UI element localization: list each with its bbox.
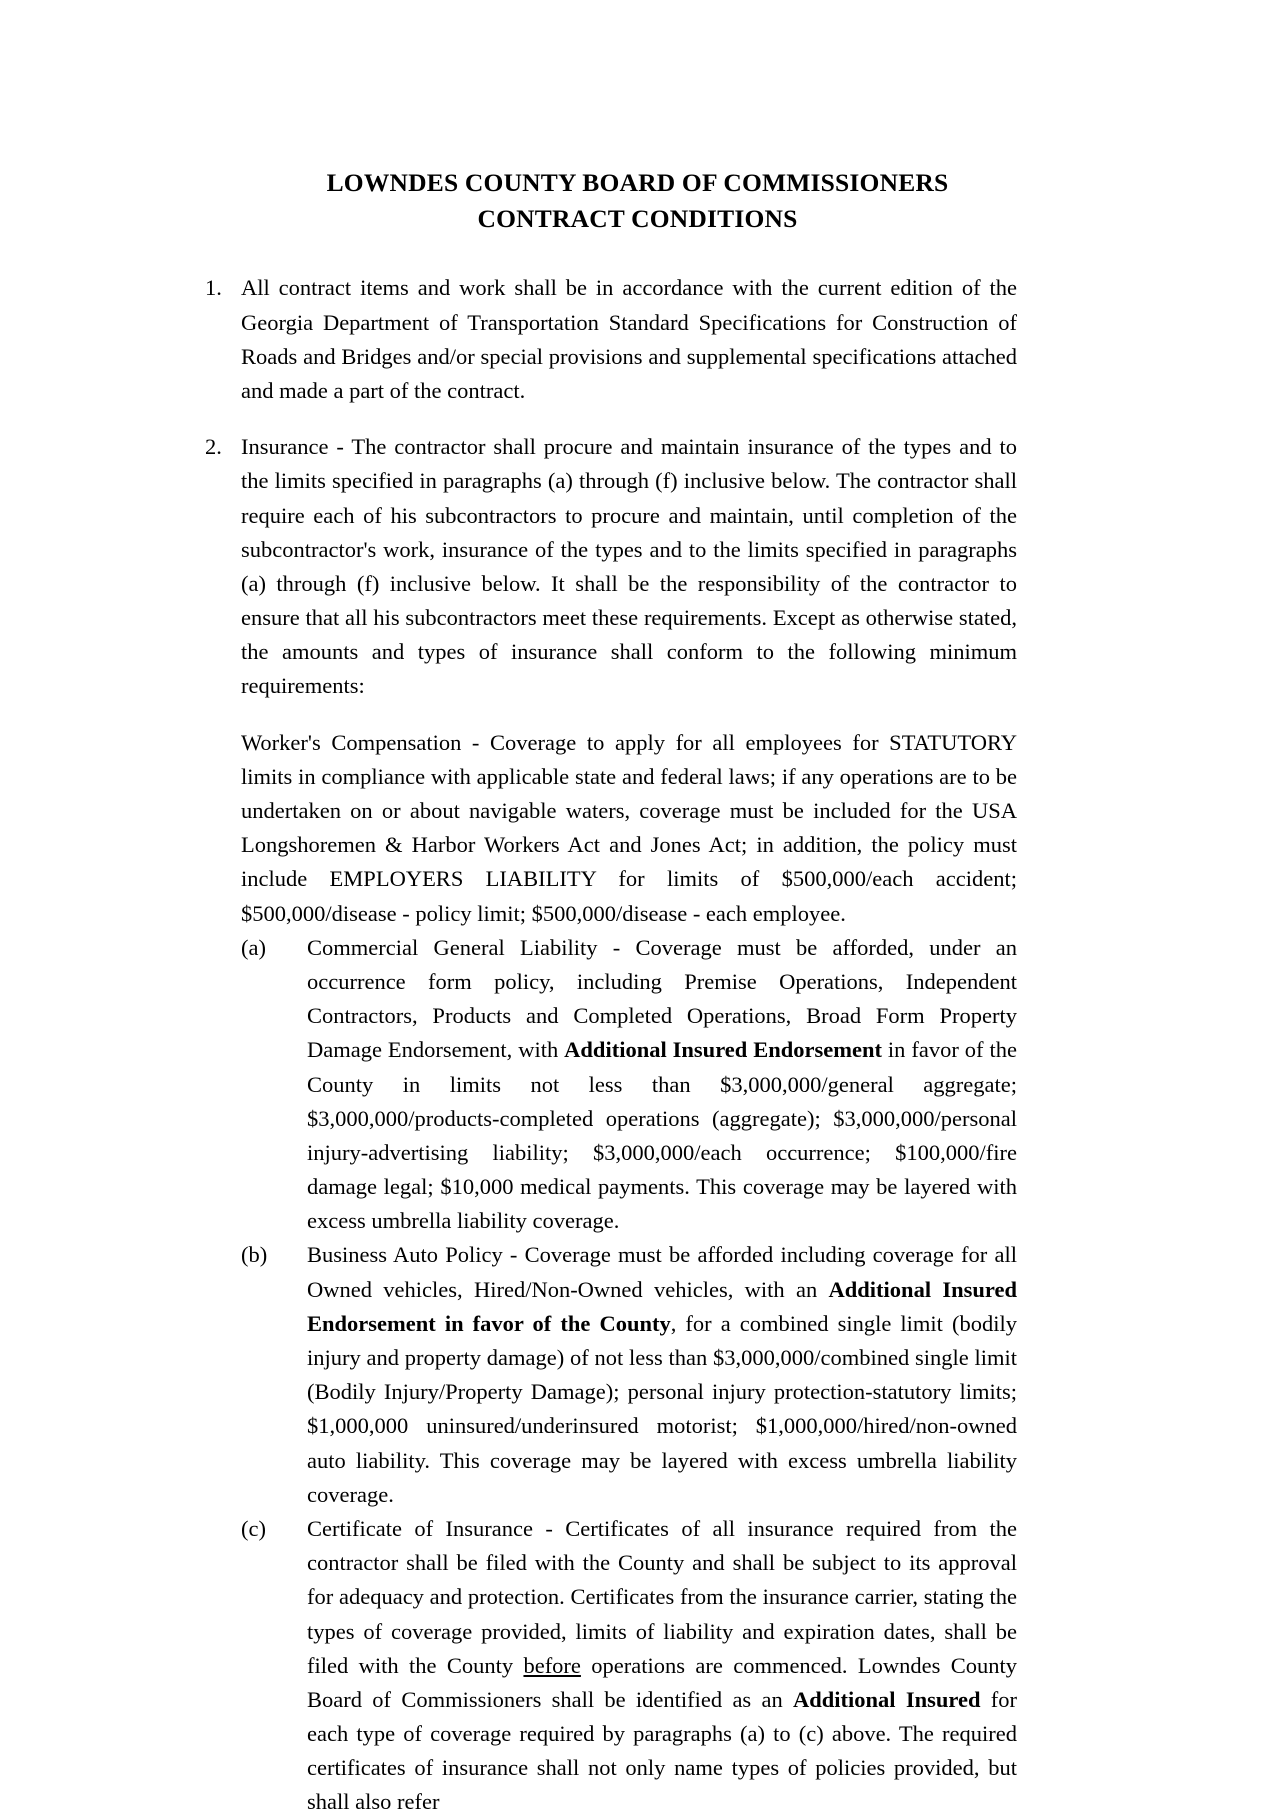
- clause-text-2: Insurance - The contractor shall procure and maintain insurance of the types and to the limits specified in paragraphs (a) through (f) inclusive below. The contractor shall require each of his subcontractors to procure and maintain, until completion of the subcontractor's work, insurance of the types and to the limits specified in paragraphs (a) through (f) inclusive below. It shall be the responsibility of the contractor to ensure that all his subcontractors meet these requirements. Except as otherwise stated, the amounts and types of insurance shall conform to the following minimum requirements:: [241, 434, 1017, 699]
- sub-item-c-text: [307, 1512, 1017, 1820]
- sub-item-c-part3: for each type of coverage required by paragraphs (a) to (c) above. The required certificates of insurance shall not only name types of policies provided, but shall also refer: [307, 1686, 1017, 1815]
- sub-item-c-part2: operations are commenced. Lowndes County Board of Commissioners shall be identified as an: [307, 1652, 1018, 1712]
- sub-item-a-part1: Commercial General Liability - Coverage must be afforded, under an occurrence form policy, including Premise Operations, Independent Contractors, Products and Completed Operations, Broad Form Property Damage Endorsement, with: [307, 934, 1017, 1063]
- sub-item-b-part2: , for a combined single limit (bodily injury and property damage) of not less than $3,000,000/combined single limit (Bodily Injury/Property Damage); personal injury protection-statutory limits; $1,000,000 uninsured/underinsured motorist; $1,000,000/hired/non-owned auto liability. This coverage may be layered with excess umbrella liability coverage.: [307, 1310, 1017, 1507]
- title-line-1: LOWNDES COUNTY BOARD OF COMMISSIONERS: [326, 168, 949, 197]
- workers-compensation-paragraph: Worker's Compensation - Coverage to apply for all employees for STATUTORY limits in compliance with applicable state and federal laws; if any operations are to be undertaken on or about navigable waters, coverage must be included for the USA Longshoremen & Harbor Workers Act and Jones Act; in addition, the policy must include EMPLOYERS LIABILITY for limits of $500,000/each accident; $500,000/disease - policy limit; $500,000/disease - each employee.: [241, 729, 1017, 926]
- sub-item-b: [241, 1238, 1017, 1512]
- sub-item-c-bold2: Additional Insured: [793, 1686, 981, 1712]
- sub-item-a-bold1: Additional Insured Endorsement: [564, 1037, 882, 1063]
- document-title: [0, 165, 1275, 237]
- sub-item-c-part1: Certificate of Insurance - Certificates of all insurance required from the contractor shall be filed with the County and shall be subject to its approval for adequacy and protection. Certificates from the insurance carrier, stating the types of coverage provided, limits of liability and expiration dates, shall be filed with the County: [307, 1515, 1017, 1678]
- sub-item-c-letter: (c): [241, 1515, 266, 1541]
- sub-item-a-letter: (a): [241, 934, 266, 960]
- title-line-2: CONTRACT CONDITIONS: [477, 204, 798, 234]
- sub-item-c-underline1: before: [523, 1652, 581, 1678]
- sub-item-b-text: [307, 1238, 1017, 1512]
- clause-number-1: 1.: [205, 275, 222, 301]
- sub-item-a-text: [307, 931, 1017, 1239]
- sub-item-b-part1: Business Auto Policy - Coverage must be afforded including coverage for all Owned vehicles, Hired/Non-Owned vehicles, with an: [307, 1242, 1017, 1302]
- clause-item-2: [205, 430, 1017, 704]
- clause-number-2: 2.: [205, 434, 222, 460]
- sub-item-a: [241, 931, 1017, 1239]
- sub-item-c: [241, 1512, 1017, 1820]
- clause-item-1: [205, 271, 1017, 408]
- sub-item-b-letter: (b): [241, 1242, 268, 1268]
- clause-text-1: All contract items and work shall be in accordance with the current edition of the Georgia Department of Transportation Standard Specifications for Construction of Roads and Bridges and/or special provisions and supplemental specifications attached and made a part of the contract.: [241, 275, 1017, 403]
- sub-item-b-bold1: Additional Insured Endorsement in favor of the County: [307, 1276, 1018, 1336]
- sub-item-a-part2: in favor of the County in limits not less than $3,000,000/general aggregate; $3,000,000/products-completed operations (aggregate); $3,000,000/personal injury-advertising liability; $3,000,000/each occurrence; $100,000/fire damage legal; $10,000 medical payments. This coverage may be layered with excess umbrella liability coverage.: [307, 1037, 1017, 1234]
- document-page: [0, 165, 1275, 1816]
- document-body: [0, 271, 1275, 1819]
